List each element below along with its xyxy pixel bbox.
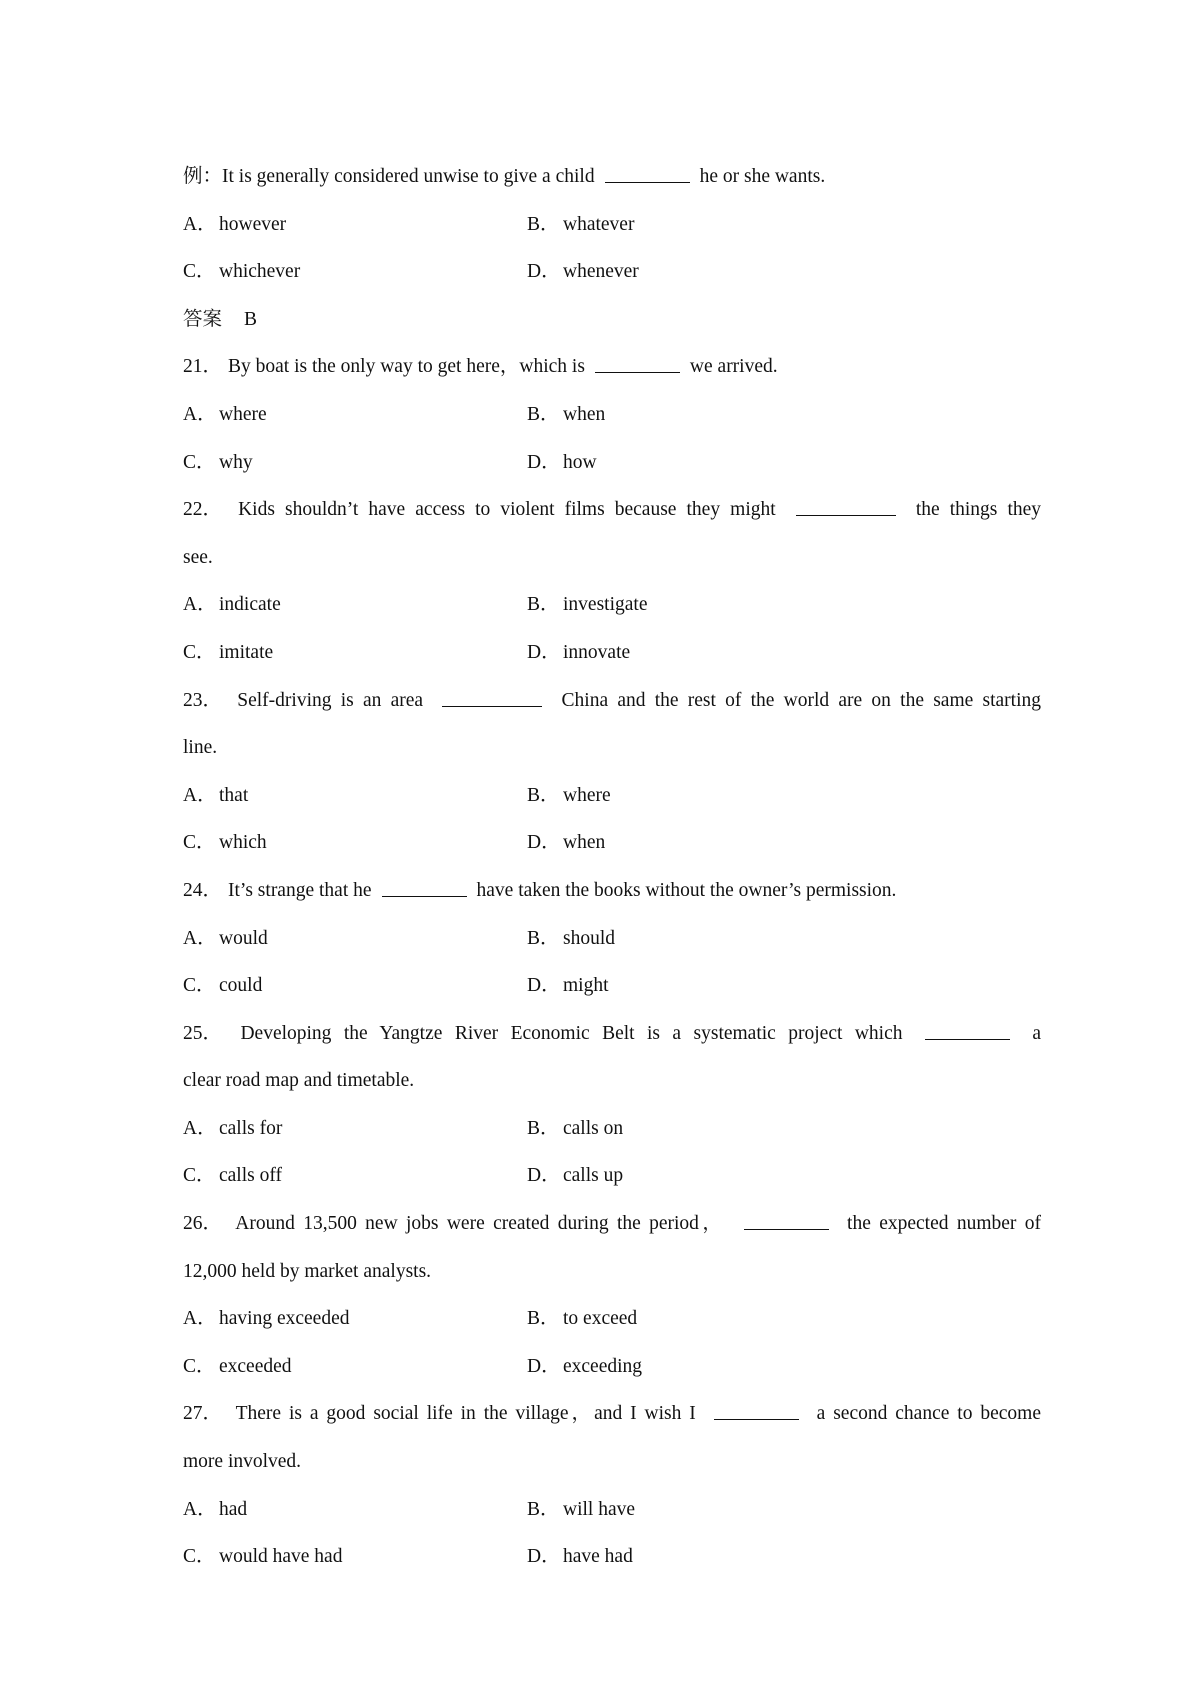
option-c: C． why (183, 451, 253, 473)
question-number: 22． (183, 499, 223, 521)
stem-text-after: the things they (915, 499, 1041, 521)
stem-text-after: a second chance to become (816, 1403, 1041, 1425)
option-b: B． where (527, 784, 611, 806)
stem-text-before: Kids shouldn’t have access to violent films because they might (238, 499, 776, 521)
answer-blank (442, 686, 542, 707)
answer-blank (925, 1019, 1010, 1040)
option-row (183, 391, 1041, 439)
stem-text-after: the expected number of (847, 1213, 1041, 1235)
stem-text-before: It’s strange that he (228, 879, 372, 901)
option-row (183, 629, 1041, 677)
option-c: C． could (183, 975, 263, 997)
option-c: C． would have had (183, 1546, 343, 1568)
stem-text-after: China and the rest of the world are on the same starting (561, 689, 1041, 711)
answer-label: 答案 (183, 308, 223, 330)
option-row (183, 248, 1041, 296)
option-c: C． which (183, 832, 267, 854)
stem-text-before: By boat is the only way to get here，which is (228, 356, 585, 378)
stem-text-after: he or she wants. (699, 166, 826, 187)
example-stem (183, 153, 1041, 201)
question-23-stem-continued: line. (183, 737, 218, 759)
option-a: A． however (183, 213, 287, 235)
question-number: 23． (183, 689, 223, 711)
option-d: D． calls up (527, 1165, 624, 1187)
answer-blank (796, 496, 896, 517)
option-row (183, 915, 1041, 963)
option-d: D． when (527, 832, 606, 854)
question-number: 25． (183, 1022, 223, 1044)
question-25-stem-continued: clear road map and timetable. (183, 1070, 415, 1092)
answer-blank (382, 876, 467, 897)
option-row (183, 1295, 1041, 1343)
answer-blank (714, 1400, 799, 1421)
option-d: D． might (527, 975, 609, 997)
question-24-stem (183, 867, 1041, 915)
option-d: D． innovate (527, 641, 631, 663)
exercise-content (183, 153, 1041, 1581)
option-d: D． how (527, 451, 597, 473)
question-number: 27． (183, 1403, 223, 1425)
stem-text-after: we arrived. (689, 356, 778, 378)
question-26-stem (183, 1200, 1041, 1248)
question-number: 24． (183, 879, 223, 901)
option-row (183, 962, 1041, 1010)
option-b: B． investigate (527, 594, 648, 616)
option-c: C． whichever (183, 261, 301, 283)
option-row (183, 1105, 1041, 1153)
option-a: A． calls for (183, 1117, 283, 1139)
option-row (183, 1533, 1041, 1581)
question-26-stem-continued: 12,000 held by market analysts. (183, 1260, 432, 1282)
stem-text-before: Around 13,500 new jobs were created during the period， (235, 1213, 726, 1235)
question-27-stem-continued: more involved. (183, 1451, 302, 1473)
answer-blank (744, 1210, 829, 1231)
option-row (183, 772, 1041, 820)
option-a: A． where (183, 403, 267, 425)
question-number: 21． (183, 356, 223, 378)
option-a: A． indicate (183, 594, 281, 616)
stem-text-before: Self-driving is an area (237, 689, 424, 711)
stem-text-before: It is generally considered unwise to give a child (222, 166, 595, 187)
option-b: B． whatever (527, 213, 635, 235)
stem-text-after: a (1032, 1022, 1041, 1044)
option-d: D． exceeding (527, 1355, 643, 1377)
question-22-stem (183, 486, 1041, 534)
option-d: D． have had (527, 1546, 633, 1568)
option-row (183, 1343, 1041, 1391)
option-a: A． had (183, 1498, 248, 1520)
stem-text-before: There is a good social life in the village，and I wish I (235, 1403, 696, 1425)
option-c: C． calls off (183, 1165, 282, 1187)
answer-blank (605, 162, 690, 183)
option-a: A． would (183, 927, 268, 949)
option-row (183, 1152, 1041, 1200)
question-25-stem (183, 1010, 1041, 1058)
stem-text-after: have taken the books without the owner’s permission. (476, 879, 897, 901)
option-row (183, 1486, 1041, 1534)
option-b: B． when (527, 403, 606, 425)
example-prefix: 例： (183, 166, 223, 187)
question-22-stem-continued: see. (183, 546, 213, 568)
option-a: A． having exceeded (183, 1308, 350, 1330)
stem-text-before: Developing the Yangtze River Economic Belt is a systematic project which (240, 1022, 903, 1044)
option-row (183, 201, 1041, 249)
option-b: B． will have (527, 1498, 636, 1520)
question-23-stem (183, 677, 1041, 725)
question-number: 26． (183, 1213, 223, 1235)
option-d: D． whenever (527, 261, 639, 283)
example-answer (183, 296, 1041, 344)
option-b: B． to exceed (527, 1308, 638, 1330)
option-b: B． calls on (527, 1117, 624, 1139)
option-a: A． that (183, 784, 249, 806)
answer-value: B (244, 308, 258, 330)
option-row (183, 819, 1041, 867)
answer-blank (595, 353, 680, 374)
option-row (183, 581, 1041, 629)
option-c: C． exceeded (183, 1355, 292, 1377)
option-b: B． should (527, 927, 616, 949)
question-27-stem (183, 1390, 1041, 1438)
question-21-stem (183, 343, 1041, 391)
option-c: C． imitate (183, 641, 274, 663)
option-row (183, 439, 1041, 487)
